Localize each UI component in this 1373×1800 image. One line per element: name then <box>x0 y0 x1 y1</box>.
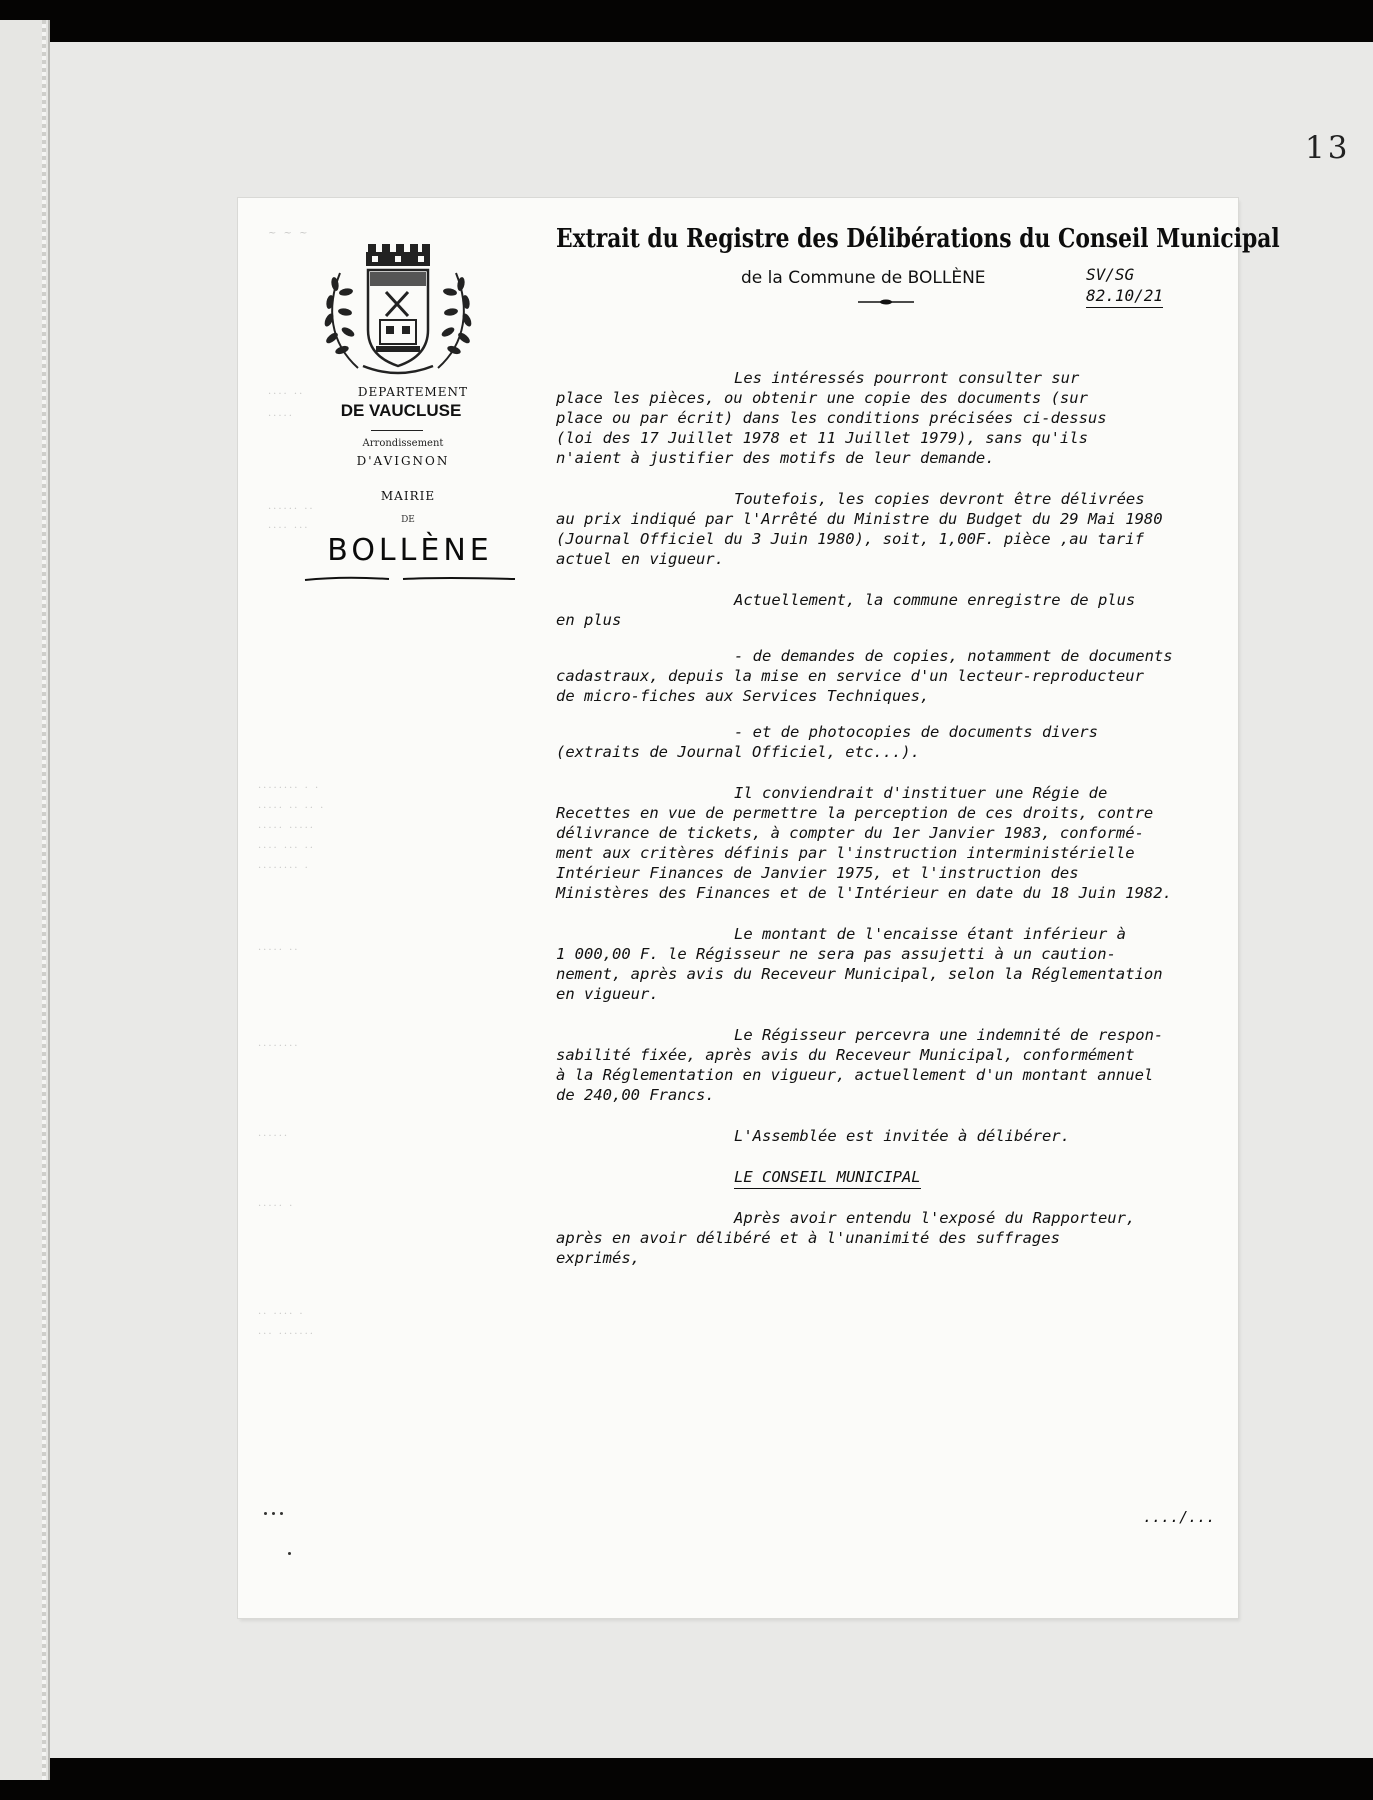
text-line: Recettes en vue de permettre la perception de ces droits, contre <box>556 804 1154 822</box>
bleed-through-text: ..... .. .. . <box>258 800 326 811</box>
department-name: DE VAUCLUSE <box>340 401 462 420</box>
paragraph-requests <box>556 590 1236 630</box>
bleed-through-text: .... ... .. <box>258 840 315 851</box>
subtitle-ornament <box>858 299 914 305</box>
text-line: place les pièces, ou obtenir une copie des documents (sur <box>556 389 1088 407</box>
text-line: cadastraux, depuis la mise en service d'un lecteur-reproducteur <box>556 667 1144 685</box>
text-line: nement, après avis du Receveur Municipal, selon la Réglementation <box>556 965 1163 983</box>
text-line: (Journal Officiel du 3 Juin 1980), soit, 1,00F. pièce ,au tarif <box>556 530 1144 548</box>
bleed-through-text: .... .. <box>268 386 305 397</box>
text-line: après en avoir délibéré et à l'unanimité des suffrages <box>556 1229 1060 1247</box>
text-line: en vigueur. <box>556 985 659 1003</box>
text-line: Actuellement, la commune enregistre de plus <box>734 591 1136 609</box>
mairie-label: MAIRIE <box>380 489 436 503</box>
text-line: Le Régisseur percevra une indemnité de respon- <box>734 1026 1164 1044</box>
bleed-through-text: ... ....... <box>258 1326 315 1337</box>
text-line: Intérieur Finances de Janvier 1975, et l'instruction des <box>556 864 1079 882</box>
bleed-through-text: ........ . <box>258 860 310 871</box>
document-subtitle: de la Commune de BOLLÈNE <box>741 268 986 288</box>
document-title: Extrait du Registre des Délibérations du Conseil Municipal <box>556 224 1280 254</box>
paragraph-indemnite <box>556 1025 1236 1105</box>
paragraph-encaisse <box>556 924 1236 1004</box>
section-heading: LE CONSEIL MUNICIPAL <box>734 1167 921 1189</box>
paragraph-regie <box>556 783 1236 903</box>
text-line: n'aient à justifier des motifs de leur demande. <box>556 449 995 467</box>
text-line: sabilité fixée, après avis du Receveur Municipal, conformément <box>556 1046 1135 1064</box>
bleed-through-text: ..... . <box>258 1198 295 1209</box>
reference-code <box>1086 264 1163 308</box>
de-label: DE <box>401 515 415 525</box>
bleed-through-text: ........ . . <box>258 780 321 791</box>
bleed-through-text: ..... ..... <box>258 820 315 831</box>
bleed-through-text: .. .... . <box>258 1306 305 1317</box>
bleed-through-text: ~ ~ ~ <box>268 228 310 239</box>
department-label: DEPARTEMENT <box>357 385 469 399</box>
paper-speck <box>280 1512 283 1515</box>
paragraph-invitation <box>556 1126 1236 1146</box>
text-line: de 240,00 Francs. <box>556 1086 715 1104</box>
paper-speck <box>288 1552 291 1555</box>
text-line: de micro-fiches aux Services Techniques, <box>556 687 930 705</box>
text-line: Les intéressés pourront consulter sur <box>734 369 1080 387</box>
page-number: 13 <box>1305 130 1351 166</box>
text-line: à la Réglementation en vigueur, actuellement d'un montant annuel <box>556 1066 1154 1084</box>
text-line: Après avoir entendu l'exposé du Rapporteur, <box>734 1209 1136 1227</box>
text-line: (extraits de Journal Officiel, etc...). <box>556 743 920 761</box>
letterhead-rule <box>371 430 423 431</box>
text-line: 1 000,00 F. le Régisseur ne sera pas assujetti à un caution- <box>556 945 1116 963</box>
paragraph-copies-price <box>556 489 1236 569</box>
text-line: place ou par écrit) dans les conditions précisées ci-dessus <box>556 409 1107 427</box>
text-line: Ministères des Finances et de l'Intérieur en date du 18 Juin 1982. <box>556 884 1172 902</box>
album-page <box>50 42 1373 1758</box>
text-line: (loi des 17 Juillet 1978 et 11 Juillet 1979), sans qu'ils <box>556 429 1088 447</box>
text-line: au prix indiqué par l'Arrêté du Ministre du Budget du 29 Mai 1980 <box>556 510 1163 528</box>
text-line: actuel en vigueur. <box>556 550 724 568</box>
arrondissement-label: Arrondissement <box>362 438 444 449</box>
text-line: délivrance de tickets, à compter du 1er Janvier 1983, conformé- <box>556 824 1144 842</box>
text-line: ment aux critères définis par l'instruction interministérielle <box>556 844 1135 862</box>
reference-line-2: 82.10/21 <box>1086 285 1163 308</box>
bleed-through-text: ..... .. <box>258 942 300 953</box>
letterhead-swash <box>303 574 519 584</box>
text-line: exprimés, <box>556 1249 640 1267</box>
bleed-through-text: .... ... <box>268 520 310 531</box>
paragraph-photocopies <box>556 722 1236 762</box>
binding-fold <box>42 20 46 1780</box>
bleed-through-text: ..... <box>268 408 294 419</box>
text-line: Toutefois, les copies devront être délivrées <box>734 490 1145 508</box>
heading-wrapper <box>556 1167 1236 1187</box>
paragraph-decision <box>556 1208 1236 1268</box>
paper-speck <box>264 1512 267 1515</box>
album-binding <box>0 20 50 1780</box>
paper-speck <box>272 1512 275 1515</box>
section-heading-block <box>556 1167 1236 1187</box>
text-line: Il conviendrait d'instituer une Régie de <box>734 784 1108 802</box>
commune-name: BOLLÈNE <box>327 533 493 568</box>
bollene-coat-of-arms-icon <box>318 238 478 378</box>
paragraph-consultation <box>556 368 1236 468</box>
arrondissement-name: D'AVIGNON <box>356 454 450 468</box>
text-line: Le montant de l'encaisse étant inférieur à <box>734 925 1126 943</box>
deliberation-body <box>556 368 1236 1289</box>
text-line: - de demandes de copies, notamment de documents <box>734 647 1173 665</box>
bleed-through-text: ...... .. <box>268 501 315 512</box>
reference-line-1: SV/SG <box>1086 265 1135 284</box>
bleed-through-text: ........ <box>258 1038 300 1049</box>
bleed-through-text: ...... <box>258 1128 290 1139</box>
continuation-mark: ..../... <box>1143 1508 1216 1526</box>
text-line: L'Assemblée est invitée à délibérer. <box>734 1127 1070 1145</box>
text-line: en plus <box>556 611 622 629</box>
deliberation-sheet <box>238 198 1280 1618</box>
paragraph-cadastral-copies <box>556 646 1236 706</box>
text-line: - et de photocopies de documents divers <box>734 723 1098 741</box>
